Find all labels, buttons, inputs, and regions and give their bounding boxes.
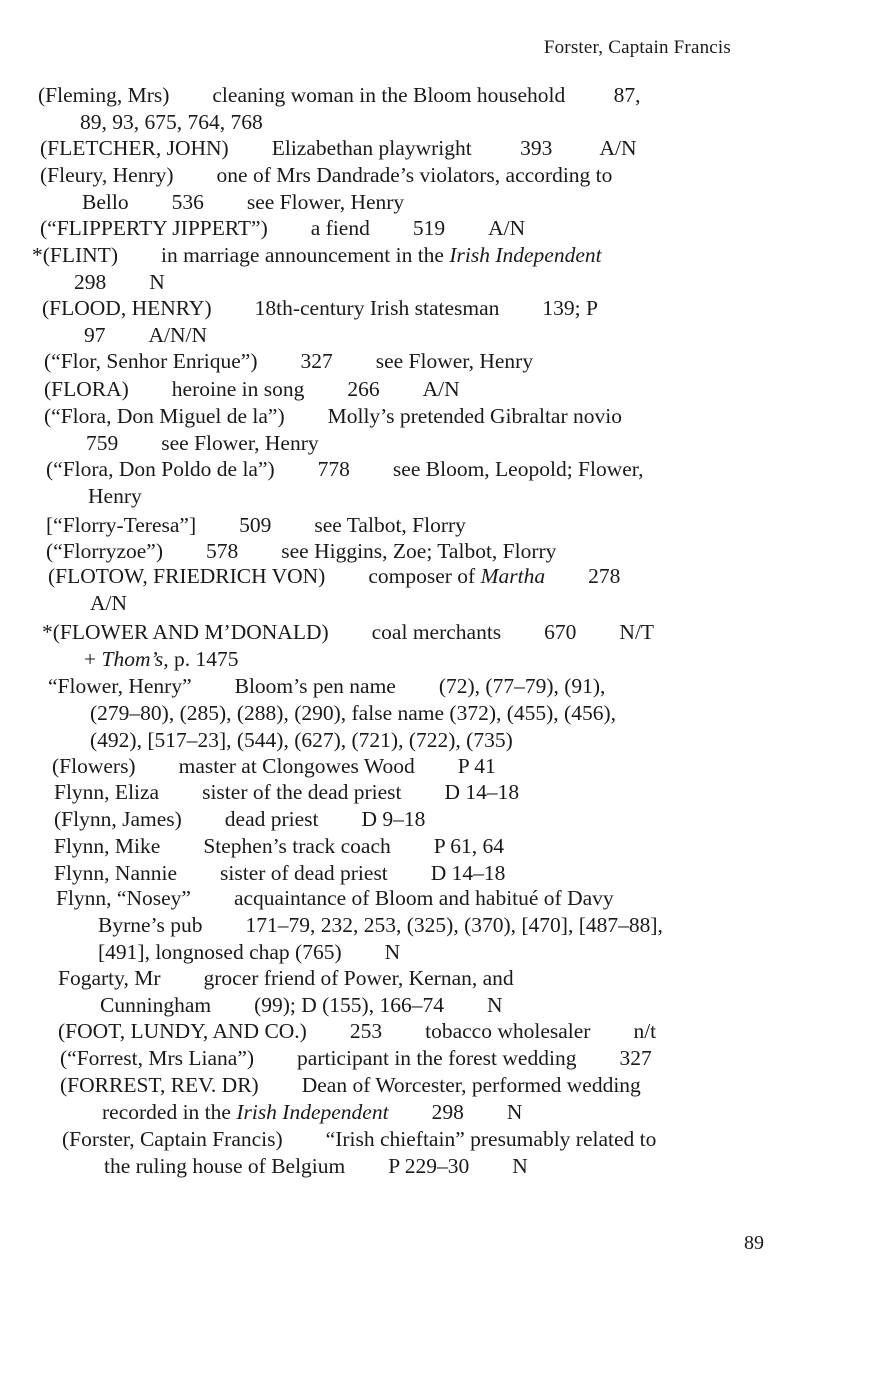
entry-headword-line: (“Flor, Senhor Enrique”) 327 see Flower, Henry (44, 349, 534, 373)
entry-headword-line: Fogarty, Mr grocer friend of Power, Kernan, and (58, 966, 514, 990)
index-entry (54, 860, 505, 887)
entry-continuation-line: the ruling house of Belgium P 229–30 N (104, 1154, 528, 1178)
entry-headword-line: (FLORA) heroine in song 266 A/N (44, 377, 460, 401)
entry-headword-line: (“Flora, Don Miguel de la”) Molly’s pretended Gibraltar novio (44, 404, 622, 428)
entry-headword-line: *(FLINT) in marriage announcement in the Irish Independent (32, 243, 602, 267)
index-entry (46, 512, 466, 539)
index-entry (38, 82, 641, 136)
entry-continuation-line: (492), [517–23], (544), (627), (721), (722), (735) (90, 728, 513, 752)
index-entry (48, 673, 616, 754)
entry-headword-line: (“Flora, Don Poldo de la”) 778 see Bloom, Leopold; Flower, (46, 457, 644, 481)
entry-continuation-line: Bello 536 see Flower, Henry (82, 190, 405, 214)
entry-continuation-line: Henry (88, 484, 142, 508)
entry-headword-line: *(FLOWER AND M’DONALD) coal merchants 670 N/T (42, 620, 655, 644)
entry-continuation-line: (279–80), (285), (288), (290), false name (372), (455), (456), (90, 701, 617, 725)
entry-headword-line: Flynn, Nannie sister of dead priest D 14–18 (54, 861, 506, 885)
index-entry (62, 1126, 656, 1180)
entry-headword-line: (FLOOD, HENRY) 18th-century Irish statesman 139; P (42, 296, 598, 320)
entry-headword-line: (“FLIPPERTY JIPPERT”) a fiend 519 A/N (40, 216, 526, 240)
entry-continuation-line: Cunningham (99); D (155), 166–74 N (100, 993, 503, 1017)
entry-headword-line: Flynn, Mike Stephen’s track coach P 61, 64 (54, 834, 505, 858)
entry-headword-line: (FLOTOW, FRIEDRICH VON) composer of Martha 278 (48, 564, 621, 588)
index-entry (44, 348, 533, 375)
entry-continuation-line: recorded in the Irish Independent 298 N (102, 1100, 523, 1124)
index-entry (40, 215, 525, 242)
entry-continuation-line: Byrne’s pub 171–79, 232, 253, (325), (370), [470], [487–88], (98, 913, 663, 937)
index-entry (44, 376, 460, 403)
index-entry (46, 538, 556, 565)
index-entry (54, 833, 504, 860)
index-entry (40, 135, 637, 162)
index-entry (48, 563, 620, 617)
running-head: Forster, Captain Francis (543, 37, 731, 58)
index-entry (42, 295, 598, 349)
entry-headword-line: (FLETCHER, JOHN) Elizabethan playwright 393 A/N (40, 136, 637, 160)
entry-continuation-line: 759 see Flower, Henry (86, 431, 319, 455)
index-entry (52, 753, 496, 780)
entry-continuation-line: 298 N (74, 270, 165, 294)
index-entry (60, 1072, 641, 1126)
entry-headword-line: (FOOT, LUNDY, AND CO.) 253 tobacco wholesaler n/t (58, 1019, 657, 1043)
entry-headword-line: “Flower, Henry” Bloom’s pen name (72), (77–79), (91), (48, 674, 606, 698)
entry-headword-line: Flynn, “Nosey” acquaintance of Bloom and habitué of Davy (56, 886, 614, 910)
entry-headword-line: Flynn, Eliza sister of the dead priest D 14–18 (54, 780, 520, 804)
index-entry (44, 403, 622, 457)
entry-headword-line: (Forster, Captain Francis) “Irish chieftain” presumably related to (62, 1127, 657, 1151)
entry-continuation-line: + Thom’s, p. 1475 (84, 647, 239, 671)
entry-continuation-line: 89, 93, 675, 764, 768 (80, 110, 263, 134)
entry-headword-line: (“Florryzoe”) 578 see Higgins, Zoe; Talbot, Florry (46, 539, 557, 563)
index-entry (54, 779, 519, 806)
entry-continuation-line: [491], longnosed chap (765) N (98, 940, 401, 964)
page-number: 89 (744, 1232, 764, 1254)
index-entry (40, 162, 612, 216)
entry-headword-line: (Flowers) master at Clongowes Wood P 41 (52, 754, 496, 778)
entry-continuation-line: 97 A/N/N (84, 323, 208, 347)
index-entry (42, 619, 654, 673)
entry-headword-line: (FORREST, REV. DR) Dean of Worcester, performed wedding (60, 1073, 641, 1097)
entry-headword-line: [“Florry-Teresa”] 509 see Talbot, Florry (46, 513, 466, 537)
index-entry (46, 456, 643, 510)
entry-headword-line: (Fleming, Mrs) cleaning woman in the Bloom household 87, (38, 83, 641, 107)
index-entry (60, 1045, 652, 1072)
entry-continuation-line: A/N (90, 591, 128, 615)
entry-headword-line: (Fleury, Henry) one of Mrs Dandrade’s violators, according to (40, 163, 613, 187)
index-entry (58, 1018, 656, 1045)
index-entry (32, 242, 602, 296)
entry-headword-line: (Flynn, James) dead priest D 9–18 (54, 807, 426, 831)
index-entry (56, 885, 663, 966)
index-entry (58, 965, 514, 1019)
entry-headword-line: (“Forrest, Mrs Liana”) participant in the forest wedding 327 (60, 1046, 652, 1070)
index-entry (54, 806, 425, 833)
